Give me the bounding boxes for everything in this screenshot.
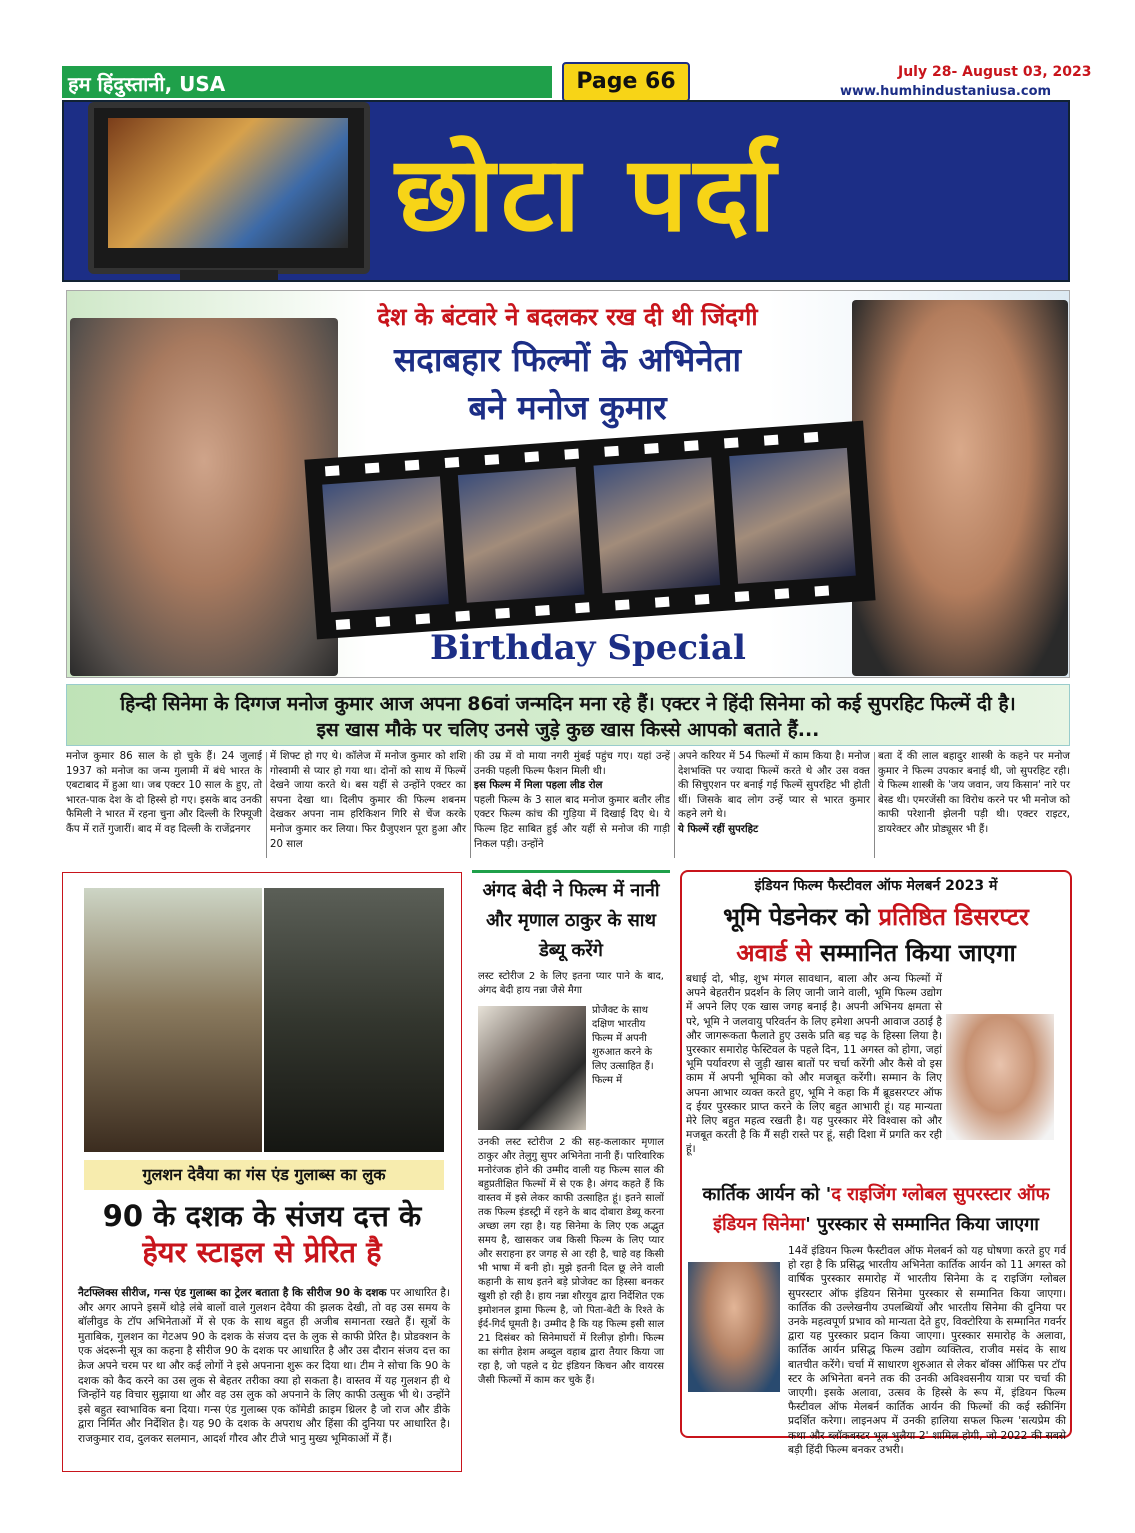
angad-headline: अंगद बेदी ने फिल्म में नानी और मृणाल ठाकुर के साथ डेब्यू करेंगे bbox=[482, 880, 660, 961]
column-text: बता दें की लाल बहादुर शास्त्री के कहने पर मनोज कुमार ने फिल्म उपकार बनाई थी, जो सुपरहिट रही। ये फिल्म शास्त्री के 'जय जवान, जय किसान' नारे पर बेस्ड थी। एमरजेंसी का विरोध करने पर भी मनोज को काफी परेशानी झेलनी पड़ी थी। एक्टर राइटर, डायरेक्टर और प्रोड्यूसर भी हैं। bbox=[878, 751, 1071, 835]
column-subheading: ये फिल्में रहीं सुपरहिट bbox=[678, 823, 759, 835]
column-subheading: इस फिल्म में मिला पहला लीड रोल bbox=[474, 780, 603, 792]
column-divider bbox=[266, 752, 267, 858]
film-frame-photo bbox=[594, 457, 721, 593]
article-text: पर आधारित है। और अगर आपने इसमें थोड़े लंबे बालों वाले गुलशन देवैया की झलक देखी, तो वह उस समय के बॉलीवुड के टॉप अभिनेताओं में से एक के साथ बहुत ही अजीब समानता रखते हैं। सूत्रों के मुताबिक, गुलशन का गेटअप 90 के दशक के संजय दत्त के लुक से काफी प्रेरित है। प्रोडक्शन के एक अंदरूनी सूत्र का कहना है सीरीज 90 के दशक पर आधारित है और उस दौरान संजय दत्त का क्रेज अपने चरम पर था और कई लोगों ने इसे अपनाना शुरू कर दिया था। टीम ने सोचा कि 90 के दशक को कैद करने का उस लुक से बेहतर तरीका क्या हो सकता है। वास्तव में यह गुलशन ही थे जिन्होंने यह विचार सुझाया था और वह उस लुक को अपनाने के लिए काफी उत्सुक भी थे। उन्होंने इसे बहुत स्वाभाविक बना दिया। गन्स एंड गुलाब्स एक कॉमेडी क्राइम थ्रिलर है जो राज और डीके द्वारा निर्मित और निर्देशित है। यह 90 के दशक के अपराध और हिंसा की दुनिया पर आधारित है। राजकुमार राव, दुलकर सलमान, आदर्श गौरव और टीजे भानु मुख्य भूमिकाओं में हैं। bbox=[78, 1287, 451, 1445]
article-text: 14वें इंडियन फिल्म फैस्टीवल ऑफ मेलबर्न को यह घोषणा करते हुए गर्व हो रहा है कि प्रसिद्ध भारतीय अभिनेता कार्तिक आर्यन को 11 अगस्त को वार्षिक पुरस्कार समारोह में भारतीय सिनेमा के द राइजिंग ग्लोबल सुपरस्टार ऑफ इंडियन सिनेमा पुरस्कार से सम्मानित किया जाएगा। कार्तिक की उल्लेखनीय उपलब्धियों और भारतीय सिनेमा की दुनिया पर उनके महत्वपूर्ण प्रभाव को मान्यता देते हुए, विक्टोरिया के सम्मानित गवर्नर द्वारा यह पुरस्कार प्रदान किया जाएगा। पुरस्कार समारोह के अलावा, कार्तिक आर्यन प्रसिद्ध फिल्म उद्योग व्यक्तित्व, राजीव मसंद के साथ बातचीत करेंगे। चर्चा में साधारण शुरुआत से लेकर बॉक्स ऑफिस पर टॉप स्टर के अभिनेता बनने तक की उनकी अविश्वसनीय यात्रा पर चर्चा की जाएगी। इसके अलावा, उत्सव के हिस्से के रूप में, इंडियन फिल्म फैस्टीवल ऑफ मेलबर्न कार्तिक आर्यन की फिल्मों की कई स्क्रीनिंग प्रदर्शित करेगा। लाइनअप में उनकी हालिया सफल फिल्म 'सत्यप्रेम की कथा और ब्लॉकबस्टर भूल भुलैया 2' शामिल होगी, जो 2022 की सबसे बड़ी हिंदी फिल्म बनकर उभरी। bbox=[788, 1245, 1066, 1456]
bhumi-article-body bbox=[686, 972, 1066, 1176]
film-frame-photo bbox=[458, 467, 585, 603]
bhumi-headline-line1 bbox=[680, 900, 1072, 933]
article-column-5 bbox=[878, 750, 1070, 862]
headline-text: भूमि पेडनेकर को bbox=[723, 903, 879, 931]
gulshan-headline-line1: 90 के दशक के संजय दत्त के bbox=[102, 1199, 422, 1233]
column-text: में शिफ्ट हो गए थे। कॉलेज में मनोज कुमार को शशि गोस्वामी से प्यार हो गया था। दोनों को साथ में फिल्में देखने जाया करते थे। बस यहीं से उन्होंने एक्टर का सपना देखा था। दिलीप कुमार की फिल्म शबनम देखकर अपना नाम हरिकिशन गिरि से चेंज करके मनोज कुमार कर लिया। फिर ग्रैजुएशन पूरा हुआ और 20 साल bbox=[270, 751, 466, 850]
tv-screen-image bbox=[108, 118, 348, 248]
tv-stand bbox=[180, 270, 278, 280]
issue-date: July 28- August 03, 2023 bbox=[898, 64, 1092, 80]
column-text: अपने करियर में 54 फिल्मों में काम किया है। मनोज देशभक्ति पर ज्यादा फिल्में करते थे और उस वक्त की सिचुएशन पर बनाई गई फिल्में सुपरहिट भी होती थीं। जिसके बाद लोग उन्हें प्यार से भारत कुमार कहने लगे थे। bbox=[678, 751, 870, 821]
feature-headline-line1: सदाबहार फिल्मों के अभिनेता bbox=[393, 340, 741, 379]
website-link[interactable]: www.humhindustaniusa.com bbox=[840, 84, 1052, 99]
article-column-4 bbox=[678, 750, 870, 862]
feature-headline-line2: बने मनोज कुमार bbox=[468, 388, 667, 427]
column-text: पहली फिल्म के 3 साल बाद मनोज कुमार बतौर लीड एक्टर फिल्म कांच की गुड़िया में दिखाई दिए थे। ये फिल्म हिट साबित हुई और यहीं से मनोज की गाड़ी निकल पड़ी। उन्होंने bbox=[474, 794, 670, 850]
article-column-3 bbox=[474, 750, 670, 862]
column-divider bbox=[470, 752, 471, 858]
photo-caption: गुलशन देवैया का गंस एंड गुलाब्स का लुक bbox=[84, 1160, 444, 1190]
sanjay-dutt-photo bbox=[264, 888, 444, 1152]
angad-intro: लस्ट स्टोरीज 2 के लिए इतना प्यार पाने के बाद, अंगद बेदी हाय नन्ना जैसे मैगा bbox=[478, 971, 664, 996]
headline-highlight: अवार्ड से bbox=[736, 939, 812, 967]
article-lead: नैटफ्लिक्स सीरीज, गन्स एंड गुलाब्स का ट्रेलर बताता है कि सीरीज 90 के दशक bbox=[78, 1287, 387, 1299]
page-number: Page 66 bbox=[562, 62, 690, 102]
kartik-article-body bbox=[686, 1244, 1066, 1456]
intro-line2: इस खास मौके पर चलिए उनसे जुड़े कुछ खास किस्से आपको बताते हैं... bbox=[316, 719, 820, 741]
gulshan-headline-line2: हेयर स्टाइल से प्रेरित है bbox=[142, 1235, 382, 1269]
article-column-2 bbox=[270, 750, 466, 862]
film-frame-photo bbox=[322, 476, 449, 612]
intro-line1: हिन्दी सिनेमा के दिग्गज मनोज कुमार आज अपना 86वां जन्मदिन मना रहे हैं। एक्टर ने हिंदी सिनेमा को कई सुपरहिट फिल्में दी है। bbox=[120, 693, 1016, 715]
headline-highlight: प्रतिष्ठित डिसरप्टर bbox=[878, 903, 1029, 931]
bhumi-kicker: इंडियन फिल्म फैस्टीवल ऑफ मेलबर्न 2023 में bbox=[754, 878, 998, 894]
headline-text: कार्तिक आर्यन को ' bbox=[702, 1184, 832, 1205]
birthday-special-label: Birthday Special bbox=[430, 628, 746, 668]
column-divider bbox=[874, 752, 875, 858]
headline-text: सम्मानित किया जाएगा bbox=[811, 939, 1016, 967]
column-divider bbox=[674, 752, 675, 858]
article-column-1 bbox=[66, 750, 262, 862]
masthead-name: हम हिंदुस्तानी, USA bbox=[68, 72, 226, 96]
column-text: की उम्र में वो माया नगरी मुंबई पहुंच गए। यहां उन्हें उनकी पहली फिल्म फैशन मिली थी। bbox=[474, 751, 670, 777]
section-title: छोटा पर्दा bbox=[395, 133, 782, 255]
kartik-headline bbox=[680, 1180, 1072, 1240]
film-frame-photo bbox=[729, 448, 856, 584]
feature-kicker: देश के बंटवारे ने बदलकर रख दी थी जिंदगी bbox=[377, 303, 758, 331]
headline-highlight: द राइजिंग ग्लोबल सुपरस्टार ऑफ इंडियन सिनेमा bbox=[713, 1184, 1050, 1235]
gulshan-article-body bbox=[78, 1286, 450, 1466]
angad-side-text: प्रोजैक्ट के साथ दक्षिण भारतीय फिल्म में अपनी शुरुआत करने के लिए उत्साहित हैं। फिल्म में bbox=[592, 1005, 654, 1086]
angad-article-body: उनकी लस्ट स्टोरीज 2 की सह-कलाकार मृणाल ठाकुर और तेलुगु सुपर अभिनेता नानी हैं। पारिवारिक मनोरंजक होने की उम्मीद वाली यह फिल्म साल की बहुप्रतीक्षित फिल्मों में से एक है। अंगद कहते हैं कि वास्तव में इसे लेकर काफी उत्साहित हूं। इतने सालों तक फिल्म इंडस्ट्री में रहने के बाद दोबारा डेब्यू करना अच्छा लग रहा है। यह सिनेमा के लिए एक अद्भुत समय है, खासकर जब किसी फिल्म के लिए प्यार और सराहना हर जगह से आ रही है, चाहे वह किसी भी भाषा में बनी हो। मुझे इतनी दिल छू लेने वाली कहानी के साथ इतने बड़े प्रोजेक्ट का हिस्सा बनकर खुशी हो रही है। हाय नन्ना शौरयुव द्वारा निर्देशित एक इमोशनल ड्रामा फिल्म है, जो पिता-बेटी के रिश्ते के ईर्द-गिर्द घूमती है। उम्मीद है कि यह फिल्म इसी साल 21 दिसंबर को सिनेमाघरों में रिलीज़ होगी। फिल्म का संगीत हेशम अब्दुल वहाब द्वारा तैयार किया जा रहा है, जो पहले द ग्रेट इंडियन किचन और वायरस जैसी फिल्मों में काम कर चुके हैं। bbox=[478, 1137, 664, 1386]
gulshan-devaiah-photo bbox=[84, 888, 262, 1152]
angad-bedi-photo bbox=[478, 1006, 586, 1130]
article-text: बधाई दो, भीड़, शुभ मंगल सावधान, बाला और अन्य फिल्मों में अपने बेहतरीन प्रदर्शन के लिए जानी जाने वाली, भूमि फिल्म उद्योग में अपने लिए एक खास जगह बनाई है। अपनी अभिनय क्षमता से परे, भूमि ने जलवायु परिवर्तन के लिए हमेशा अपनी आवाज उठाई है और जागरूकता फैलाते हुए उसके प्रति बड़ चढ़ के हिस्सा लिया है। पुरस्कार समारोह फेस्टिवल के पहले दिन, 11 अगस्त को होगा, जहां भूमि पर्यावरण से जुड़ी खास बातों पर चर्चा करेंगी और कैसे वो इस काम में अपनी भूमिका को और मजबूत करेंगी। सम्मान के लिए अपना आभार व्यक्त करते हुए, भूमि ने कहा कि मैं ब्रूडसरप्टर ऑफ द ईयर पुरस्कार प्राप्त करने के लिए बहुत आभारी हूं। यह मान्यता मेरे लिए बहुत महत्व रखती है। यह पुरस्कार मेरे विश्वास को और मजबूत करती है कि मैं सही रास्ते पर हूं, सही दिशा में प्रगति कर रही हूं। bbox=[686, 973, 942, 1156]
column-text: मनोज कुमार 86 साल के हो चुके हैं। 24 जुलाई 1937 को मनोज का जन्म गुलामी में बंधे भारत के एबटाबाद में हुआ था। जब एक्टर 10 साल के हुए, तो भारत-पाक देश के दो हिस्से हो गए। इसके बाद उनकी फैमिली ने भारत में रहना चुना और दिल्ली के रिफ्यूजी कैंप में रातें गुजारीं। बाद में वह दिल्ली के राजेंद्रनगर bbox=[66, 751, 262, 835]
bhumi-headline-line2 bbox=[680, 936, 1072, 969]
headline-text: ' पुरस्कार से सम्मानित किया जाएगा bbox=[805, 1214, 1039, 1235]
